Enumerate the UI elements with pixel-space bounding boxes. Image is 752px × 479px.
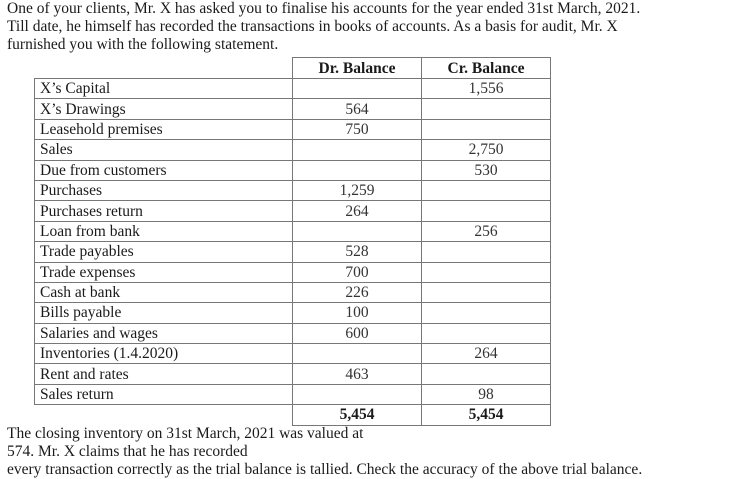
dr-balance-cell: 600 — [293, 323, 422, 343]
account-cell: Bills payable — [35, 303, 293, 323]
account-cell: Salaries and wages — [35, 323, 293, 343]
table-row — [35, 364, 551, 384]
dr-balance-cell: 264 — [293, 201, 422, 221]
totals-row — [35, 405, 551, 425]
cr-balance-cell — [422, 119, 551, 139]
cr-balance-cell — [422, 323, 551, 343]
dr-balance-cell: 700 — [293, 262, 422, 282]
account-cell: Sales — [35, 140, 293, 160]
table-row — [35, 323, 551, 343]
cr-balance-cell — [422, 201, 551, 221]
cr-balance-cell — [422, 282, 551, 302]
totals-blank-cell — [35, 405, 293, 425]
table-row — [35, 282, 551, 302]
account-cell: Sales return — [35, 384, 293, 404]
table-row — [35, 384, 551, 404]
closing-paragraph — [7, 425, 749, 479]
dr-balance-cell — [293, 140, 422, 160]
dr-balance-cell: 564 — [293, 99, 422, 119]
cr-balance-cell — [422, 262, 551, 282]
account-cell: Due from customers — [35, 160, 293, 180]
account-header-blank — [35, 58, 293, 79]
cr-balance-cell — [422, 303, 551, 323]
account-cell: Leasehold premises — [35, 119, 293, 139]
table-row — [35, 242, 551, 262]
intro-line-3: furnished you with the following statement. — [7, 36, 279, 53]
dr-balance-cell: 100 — [293, 303, 422, 323]
dr-balance-cell: 226 — [293, 282, 422, 302]
dr-balance-cell: 463 — [293, 364, 422, 384]
cr-balance-cell: 264 — [422, 344, 551, 364]
dr-balance-cell: 528 — [293, 242, 422, 262]
dr-balance-cell — [293, 384, 422, 404]
cr-balance-cell: 256 — [422, 221, 551, 241]
account-cell: Inventories (1.4.2020) — [35, 344, 293, 364]
table-row — [35, 262, 551, 282]
account-cell: X’s Drawings — [35, 99, 293, 119]
account-cell: X’s Capital — [35, 79, 293, 99]
account-cell: Trade payables — [35, 242, 293, 262]
table-row — [35, 303, 551, 323]
cr-balance-cell — [422, 242, 551, 262]
trial-balance-table — [34, 57, 551, 426]
dr-total-cell: 5,454 — [293, 405, 422, 425]
closing-line-1-a: The closing inventory on 31st March, 2021 was valued at — [7, 425, 364, 442]
cr-balance-cell: 98 — [422, 384, 551, 404]
table-row — [35, 344, 551, 364]
table-row — [35, 160, 551, 180]
dr-balance-cell — [293, 221, 422, 241]
table-row — [35, 119, 551, 139]
dr-balance-cell — [293, 160, 422, 180]
table-row — [35, 221, 551, 241]
account-cell: Purchases return — [35, 201, 293, 221]
cr-balance-header: Cr. Balance — [422, 58, 551, 79]
account-cell: Purchases — [35, 180, 293, 200]
table-row — [35, 140, 551, 160]
cr-balance-cell — [422, 180, 551, 200]
table-row — [35, 79, 551, 99]
table-row — [35, 201, 551, 221]
closing-line-1 — [7, 425, 749, 461]
account-cell: Loan from bank — [35, 221, 293, 241]
cr-balance-cell: 2,750 — [422, 140, 551, 160]
account-cell: Cash at bank — [35, 282, 293, 302]
dr-balance-cell — [293, 344, 422, 364]
cr-balance-cell — [422, 364, 551, 384]
dr-balance-cell: 750 — [293, 119, 422, 139]
dr-balance-header: Dr. Balance — [293, 58, 422, 79]
cr-balance-cell — [422, 99, 551, 119]
dr-balance-cell: 1,259 — [293, 180, 422, 200]
cr-total-cell: 5,454 — [422, 405, 551, 425]
table-header-row — [35, 58, 551, 79]
trial-balance-body — [35, 79, 551, 426]
intro-paragraph — [7, 0, 749, 54]
intro-line-2: Till date, he himself has recorded the transactions in books of accounts. As a basis for audit, Mr. X — [7, 18, 618, 35]
closing-line-1-b: 574. Mr. X claims that he has recorded — [7, 443, 248, 460]
cr-balance-cell: 530 — [422, 160, 551, 180]
table-row — [35, 180, 551, 200]
intro-line-1: One of your clients, Mr. X has asked you to finalise his accounts for the year ended 31st March, 2021. — [7, 0, 641, 17]
account-cell: Trade expenses — [35, 262, 293, 282]
dr-balance-cell — [293, 79, 422, 99]
closing-line-2: every transaction correctly as the trial balance is tallied. Check the accuracy of the above trial balance. — [7, 461, 643, 478]
table-row — [35, 99, 551, 119]
account-cell: Rent and rates — [35, 364, 293, 384]
cr-balance-cell: 1,556 — [422, 79, 551, 99]
